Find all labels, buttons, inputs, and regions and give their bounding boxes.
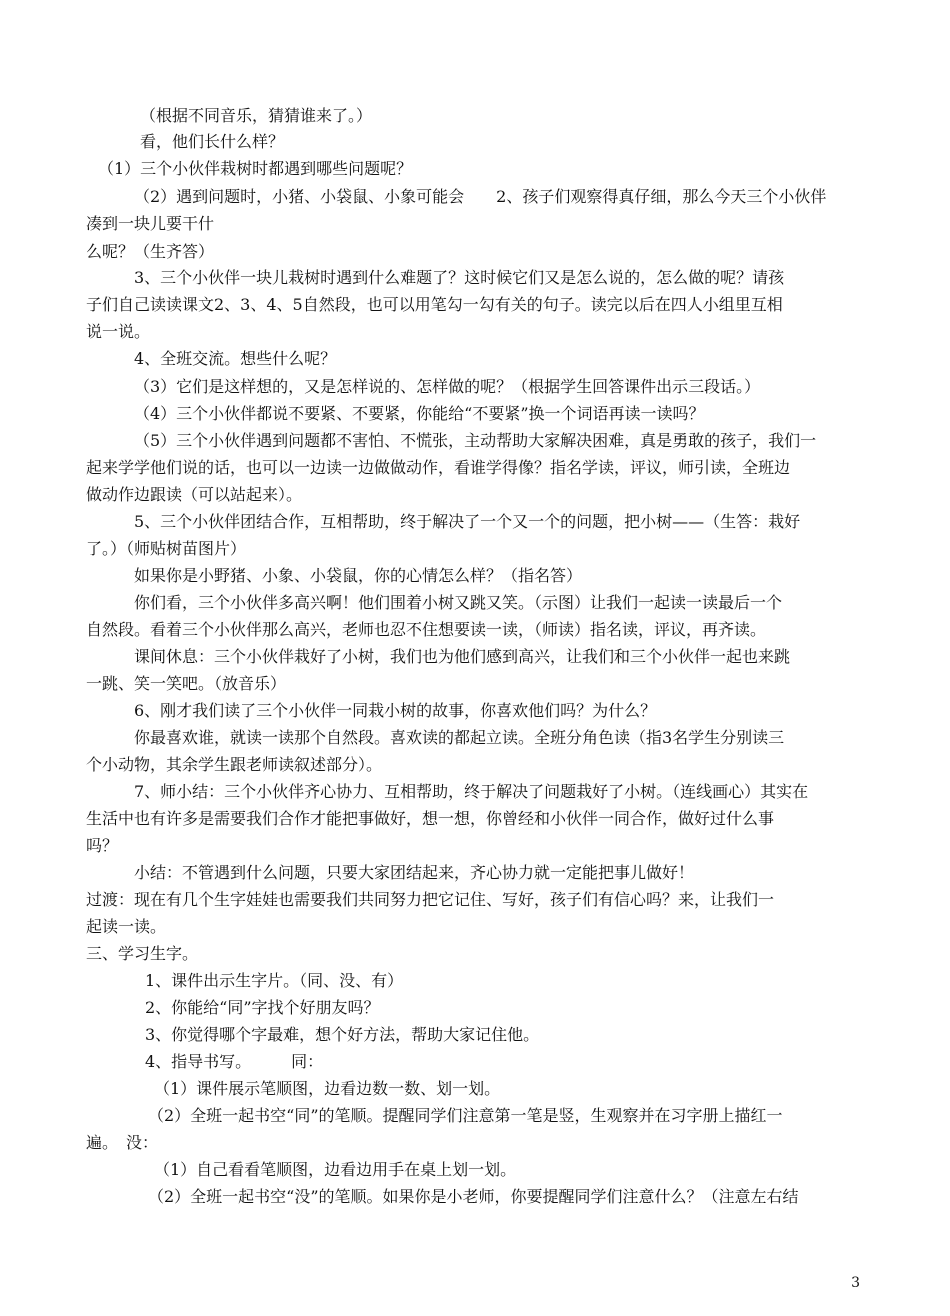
- section-heading: 三、学习生字。: [86, 944, 199, 963]
- text-line: 课间休息：三个小伙伴栽好了小树，我们也为他们感到高兴，让我们和三个小伙伴一起也来跳: [134, 647, 791, 666]
- text-line: 做动作边跟读（可以站起来）。: [86, 485, 303, 504]
- text-line: 凑到一块儿要干什: [86, 214, 215, 233]
- text-line: 子们自己读读课文2、3、4、5自然段，也可以用笔勾一勾有关的句子。读完以后在四人小组里互相: [86, 295, 783, 314]
- text-line: 小结：不管遇到什么问题，只要大家团结起来，齐心协力就一定能把事儿做好！: [134, 863, 695, 882]
- text-line: 2、你能给“同”字找个好朋友吗？: [145, 998, 380, 1017]
- text-line: 个小动物，其余学生跟老师读叙述部分）。: [86, 755, 383, 774]
- text-line: 自然段。看着三个小伙伴那么高兴，老师也忍不住想要读一读，（师读）指名读，评议，再齐读。: [86, 620, 767, 639]
- text-line: 遍。 没：: [86, 1133, 159, 1152]
- text-line: 起读一读。: [86, 917, 167, 936]
- text-line: 如果你是小野猪、小象、小袋鼠，你的心情怎么样？（指名答）: [134, 566, 583, 585]
- text-line: （3）它们是这样想的，又是怎样说的、怎样做的呢？（根据学生回答课件出示三段话。）: [134, 377, 761, 396]
- text-line: （2）全班一起书空“没”的笔顺。如果你是小老师，你要提醒同学们注意什么？（注意左右结: [148, 1187, 799, 1206]
- text-line: 5、三个小伙伴团结合作，互相帮助，终于解决了一个又一个的问题，把小树——（生答：栽好: [134, 512, 801, 531]
- text-line: （4）三个小伙伴都说不要紧、不要紧，你能给“不要紧”换一个词语再读一读吗？: [134, 404, 705, 423]
- text-line: 你们看，三个小伙伴多高兴啊！他们围着小树又跳又笑。（示图）让我们一起读一读最后一个: [134, 593, 783, 612]
- text-line: （2）全班一起书空“同”的笔顺。提醒同学们注意第一笔是竖，生观察并在习字册上描红一: [148, 1106, 783, 1125]
- text-line: 一跳、笑一笑吧。（放音乐）: [86, 674, 287, 693]
- text-line: 4、全班交流。想些什么呢？: [134, 349, 337, 368]
- text-line: 么呢？（生齐答）: [86, 242, 215, 261]
- text-line: （2）遇到问题时，小猪、小袋鼠、小象可能会 2、孩子们观察得真仔细，那么今天三个小伙伴: [134, 187, 827, 206]
- text-line: （1）自己看看笔顺图，边看边用手在桌上划一划。: [154, 1160, 517, 1179]
- text-line: 1、课件出示生字片。（同、没、有）: [145, 971, 404, 990]
- text-line: 3、你觉得哪个字最难，想个好方法，帮助大家记住他。: [145, 1025, 540, 1044]
- text-line: （1）三个小伙伴栽树时都遇到哪些问题呢？: [98, 159, 413, 178]
- page-number: 3: [851, 1275, 860, 1291]
- text-line: 吗？: [86, 836, 119, 855]
- text-line: （根据不同音乐，猜猜谁来了。）: [140, 106, 373, 125]
- text-line: 生活中也有许多是需要我们合作才能把事做好，想一想，你曾经和小伙伴一同合作，做好过什么事: [86, 809, 775, 828]
- text-line: （5）三个小伙伴遇到问题都不害怕、不慌张，主动帮助大家解决困难，真是勇敢的孩子，我们一: [134, 431, 817, 450]
- text-line: 4、指导书写。 同：: [145, 1052, 324, 1071]
- text-line: 7、师小结：三个小伙伴齐心协力、互相帮助，终于解决了问题栽好了小树。（连线画心）其实在: [134, 782, 809, 801]
- text-line: 过渡：现在有几个生字娃娃也需要我们共同努力把它记住、写好，孩子们有信心吗？来，让我们一: [86, 890, 775, 909]
- text-line: 起来学学他们说的话，也可以一边读一边做做动作，看谁学得像？指名学读，评议，师引读，全班边: [86, 458, 791, 477]
- text-line: 6、刚才我们读了三个小伙伴一同栽小树的故事，你喜欢他们吗？为什么？: [134, 701, 657, 720]
- text-line: 说一说。: [86, 322, 151, 341]
- text-line: 了。）（师贴树苗图片）: [86, 539, 247, 558]
- text-line: 你最喜欢谁，就读一读那个自然段。喜欢读的都起立读。全班分角色读（指3名学生分别读三: [134, 728, 785, 747]
- text-line: （1）课件展示笔顺图，边看边数一数、划一划。: [154, 1079, 501, 1098]
- text-line: 看，他们长什么样？: [140, 132, 285, 151]
- text-line: 3、三个小伙伴一块儿栽树时遇到什么难题了？这时候它们又是怎么说的，怎么做的呢？请孩: [134, 268, 785, 287]
